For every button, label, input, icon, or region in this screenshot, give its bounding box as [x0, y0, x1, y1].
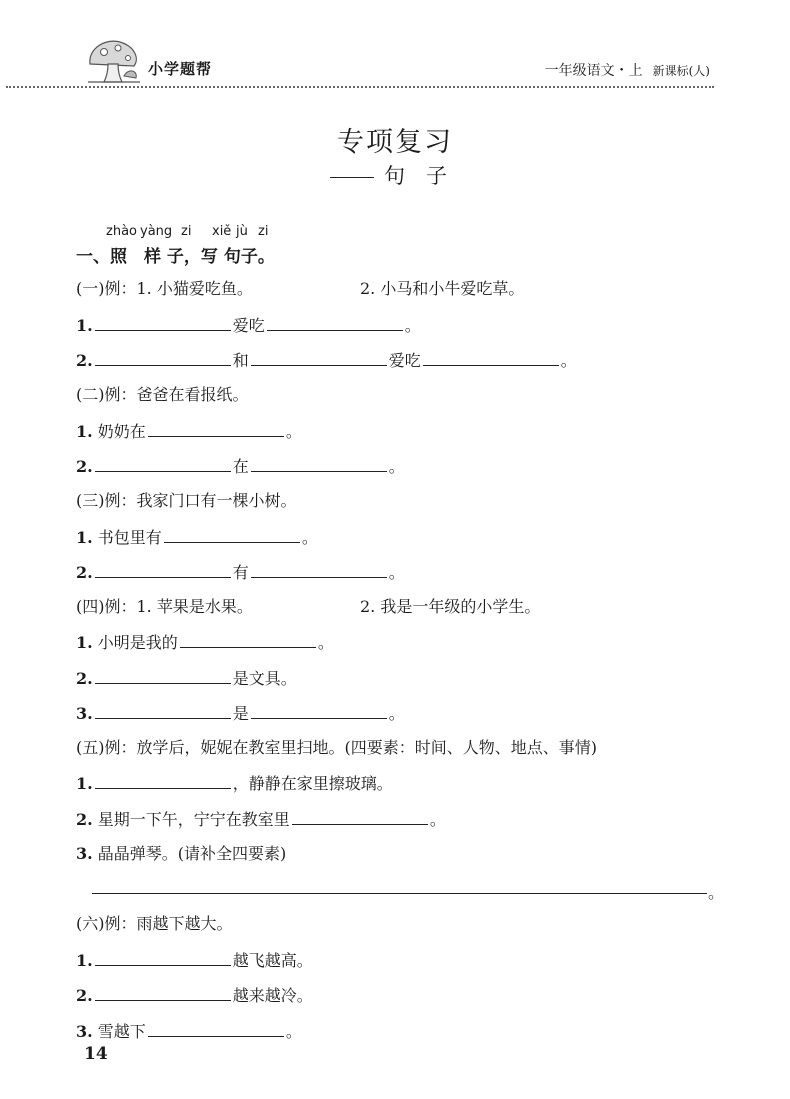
- pinyin-ju: jù: [236, 224, 248, 239]
- answer-blank[interactable]: [95, 949, 231, 966]
- answer-blank[interactable]: [95, 772, 231, 789]
- answer-blank[interactable]: [423, 349, 559, 366]
- line-text: ，静静在家里擦玻璃。: [232, 774, 393, 793]
- line-text: 奶奶在: [97, 422, 146, 441]
- pinyin-xie: xiě: [212, 224, 232, 239]
- example-line-5: (五)例：放学后，妮妮在教室里扫地。(四要素：时间、人物、地点、事情): [76, 738, 597, 757]
- exercise-line: [76, 949, 313, 971]
- grade-text: 一年级语文・上: [544, 63, 643, 79]
- long-answer-blank[interactable]: [92, 893, 707, 894]
- item-number: 1.: [76, 951, 93, 970]
- item-number: 1.: [76, 774, 93, 793]
- page-subtitle: [330, 160, 447, 190]
- exercise-line: [76, 314, 421, 336]
- line-text: 是: [232, 704, 249, 723]
- line-text: 和: [232, 351, 249, 370]
- line-text: 。: [560, 351, 577, 370]
- answer-blank[interactable]: [95, 455, 231, 472]
- answer-blank[interactable]: [95, 984, 231, 1001]
- answer-blank[interactable]: [267, 314, 403, 331]
- item-number: 3.: [76, 844, 93, 863]
- item-number: 2.: [76, 351, 93, 370]
- item-number: 2.: [76, 810, 93, 829]
- answer-blank[interactable]: [251, 561, 387, 578]
- item-number: 2.: [76, 986, 93, 1005]
- line-text: 。: [285, 422, 302, 441]
- example-line-3: (三)例：我家门口有一棵小树。: [76, 491, 297, 510]
- exercise-line: [76, 1020, 302, 1042]
- pinyin-zi-2: zi: [258, 224, 269, 239]
- exercise-line: [76, 420, 302, 442]
- pinyin-yang: yàng: [140, 224, 173, 239]
- header-divider: [6, 86, 714, 88]
- answer-blank[interactable]: [180, 631, 316, 648]
- example-line-4: (四)例：1. 苹果是水果。: [76, 597, 253, 616]
- line-text: 越来越冷。: [232, 986, 313, 1005]
- item-number: 2.: [76, 669, 93, 688]
- line-text: 是文具。: [232, 669, 297, 688]
- pinyin-zhao: zhào: [106, 224, 137, 239]
- line-text: 爱吃: [388, 351, 421, 370]
- subtitle-dash: [330, 177, 374, 178]
- line-text: 。: [285, 1022, 302, 1041]
- line-text: 有: [232, 563, 249, 582]
- grade-label: [545, 60, 710, 80]
- exercise-line: [76, 561, 405, 583]
- example-line-4b: 2. 我是一年级的小学生。: [360, 597, 541, 616]
- line-text: 。: [404, 316, 421, 335]
- item-number: 3.: [76, 704, 93, 723]
- item-number: 2.: [76, 563, 93, 582]
- item-number: 1.: [76, 422, 93, 441]
- item-number: 1.: [76, 528, 93, 547]
- exercise-line: [76, 702, 405, 724]
- item-number: 1.: [76, 633, 93, 652]
- section-heading: 一、照 样 子，写 句子。: [76, 247, 275, 267]
- line-text: 小明是我的: [97, 633, 178, 652]
- mushroom-logo-icon: [84, 36, 144, 86]
- example-line-1: (一)例：1. 小猫爱吃鱼。: [76, 279, 253, 298]
- example-line-6: (六)例：雨越下越大。: [76, 914, 233, 933]
- exercise-line: [76, 526, 318, 548]
- line-text: 晶晶弹琴。(请补全四要素): [97, 844, 287, 863]
- line-text: 。: [388, 704, 405, 723]
- answer-blank[interactable]: [251, 702, 387, 719]
- line-text: 雪越下: [97, 1022, 146, 1041]
- line-text: 。: [301, 528, 318, 547]
- subtitle-text: 句 子: [384, 164, 447, 188]
- exercise-line: [76, 455, 405, 477]
- page-header: [0, 0, 790, 92]
- answer-blank[interactable]: [251, 455, 387, 472]
- answer-blank[interactable]: [148, 1020, 284, 1037]
- exercise-line: [76, 808, 446, 830]
- answer-blank[interactable]: [148, 420, 284, 437]
- pinyin-zi: zi: [181, 224, 192, 239]
- answer-blank[interactable]: [95, 314, 231, 331]
- answer-blank[interactable]: [164, 526, 300, 543]
- answer-blank[interactable]: [292, 808, 428, 825]
- line-text: 。: [388, 563, 405, 582]
- item-number: 1.: [76, 316, 93, 335]
- answer-blank[interactable]: [95, 702, 231, 719]
- line-text: 。: [708, 883, 725, 902]
- answer-blank[interactable]: [95, 349, 231, 366]
- page-title: 专项复习: [337, 127, 453, 158]
- example-line-2: (二)例：爸爸在看报纸。: [76, 385, 249, 404]
- line-text: 。: [317, 633, 334, 652]
- line-text: 书包里有: [97, 528, 162, 547]
- item-number: 2.: [76, 457, 93, 476]
- edition-text: 新课标(人): [652, 64, 710, 78]
- page-number: 14: [84, 1044, 108, 1064]
- line-text: 越飞越高。: [232, 951, 313, 970]
- line-text: 。: [429, 810, 446, 829]
- exercise-line: [76, 631, 334, 653]
- answer-blank[interactable]: [95, 667, 231, 684]
- brand-name: 小学题帮: [148, 60, 213, 78]
- answer-blank[interactable]: [95, 561, 231, 578]
- exercise-line: [76, 843, 286, 865]
- line-text: 爱吃: [232, 316, 265, 335]
- line-text: 在: [232, 457, 249, 476]
- answer-blank[interactable]: [251, 349, 387, 366]
- exercise-line: [76, 772, 393, 794]
- exercise-line: [76, 349, 577, 371]
- exercise-line: [76, 984, 313, 1006]
- line-text: 星期一下午，宁宁在教室里: [97, 810, 290, 829]
- exercise-line: [76, 667, 297, 689]
- example-line-1b: 2. 小马和小牛爱吃草。: [360, 279, 525, 298]
- item-number: 3.: [76, 1022, 93, 1041]
- line-text: 。: [388, 457, 405, 476]
